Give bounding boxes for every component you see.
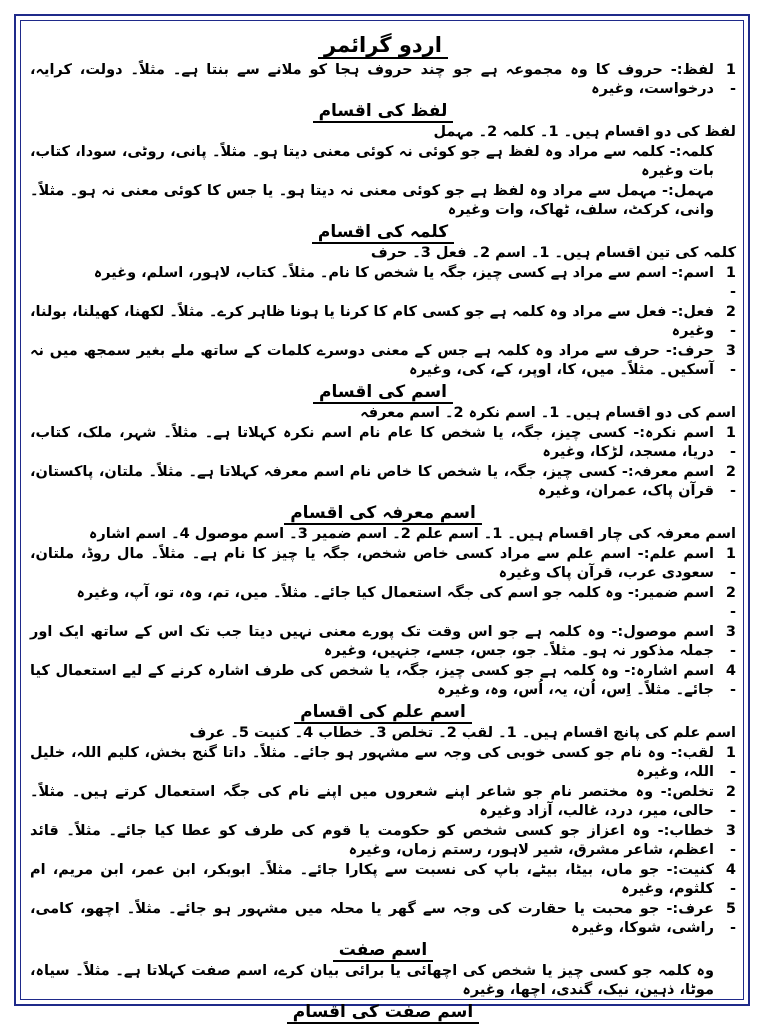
section-heading-text: اسم صفت کی اقسام	[287, 1002, 479, 1024]
item-text: اسم معرفہ:- کسی چیز، جگہ، یا شخص کا خاص نام اسم معرفہ کہلاتا ہے۔ مثلاً۔ ملتان، پاکستان، قرآن پاک، عمران، وغیرہ	[30, 464, 714, 499]
definition-item	[30, 463, 736, 501]
item-number: 5 -	[725, 901, 736, 936]
section-heading	[30, 223, 736, 242]
definition-item	[30, 623, 736, 661]
section-lafz	[30, 61, 736, 99]
section-heading	[30, 504, 736, 523]
item-text: اسم ضمیر:- وہ کلمہ جو اسم کی جگہ استعمال کیا جائے۔ مثلاً۔ میں، تم، وہ، تو، آپ، وغیرہ	[76, 585, 714, 601]
definition-item	[30, 182, 736, 220]
definition-item	[30, 962, 736, 1000]
item-text: حرف:- حرف سے مراد وہ کلمہ ہے جس کے معنی دوسرے کلمات کے ساتھ ملے بغیر سمجھ میں نہ آسکیں۔ مثلاً۔ میں، کا، اوپر، کے، کی، وغیرہ	[30, 343, 714, 378]
definition-item	[30, 264, 736, 302]
section-intro: اسم کی دو اقسام ہیں۔ 1۔ اسم نکرہ 2۔ اسم معرفہ	[360, 405, 736, 421]
section-sifat-aqsam	[30, 1003, 736, 1022]
document-body	[30, 33, 736, 1022]
section-heading-text: لفظ کی اقسام	[313, 101, 454, 123]
item-number: 4 -	[725, 663, 736, 698]
definition-item	[30, 584, 736, 622]
definition-item	[30, 822, 736, 860]
section-intro: کلمہ کی تین اقسام ہیں۔ 1۔ اسم 2۔ فعل 3۔ حرف	[370, 245, 736, 261]
item-number: 1 -	[725, 425, 736, 460]
item-number: 3 -	[725, 624, 736, 659]
definition-item	[30, 900, 736, 938]
item-number: 1 -	[725, 62, 736, 97]
section-alam-aqsam	[30, 703, 736, 938]
section-heading-text: اسم صفت	[333, 940, 433, 962]
definition-item	[30, 861, 736, 899]
item-text: اسم:- اسم سے مراد ہے کسی چیز، جگہ یا شخص کا نام۔ مثلاً۔ کتاب، لاہور، اسلم، وغیرہ	[93, 265, 714, 281]
item-text: عرف:- جو محبت یا حقارت کی وجہ سے گھر یا محلہ میں مشہور ہو جائے۔ مثلاً۔ اچھو، کامی، راشی، شوکا، وغیرہ	[30, 901, 714, 936]
definition-item	[30, 783, 736, 821]
item-text: لقب:- وہ نام جو کسی خوبی کی وجہ سے مشہور ہو جائے۔ مثلاً۔ داتا گنج بخش، کلیم اللہ، خلیل اللہ، وغیرہ	[30, 745, 714, 780]
section-heading-text: اسم معرفہ کی اقسام	[284, 503, 482, 525]
definition-item	[30, 424, 736, 462]
item-text: اسم نکرہ:- کسی چیز، جگہ، یا شخص کا عام نام اسم نکرہ کہلاتا ہے۔ مثلاً۔ شہر، ملک، کتاب، دریا، مسجد، لڑکا، وغیرہ	[30, 425, 714, 460]
item-number: 2 -	[725, 464, 736, 499]
section-heading	[30, 703, 736, 722]
section-kalma-aqsam	[30, 223, 736, 380]
definition-item	[30, 303, 736, 341]
section-heading-text: کلمہ کی اقسام	[312, 222, 454, 244]
item-text: لفظ:- حروف کا وہ مجموعہ ہے جو چند حروف ہجا کو ملانے سے بنتا ہے۔ مثلاً۔ دولت، کرایہ، درخواست، وغیرہ	[30, 62, 714, 97]
section-ism-aqsam	[30, 383, 736, 501]
item-text: تخلص:- وہ مختصر نام جو شاعر اپنے شعروں میں اپنے نام کی جگہ استعمال کرتے ہیں۔ مثلاً۔ حالی، میر، درد، غالب، آزاد وغیرہ	[30, 784, 714, 819]
item-number: 4 -	[725, 862, 736, 897]
section-heading	[30, 383, 736, 402]
item-text: اسم موصول:- وہ کلمہ ہے جو اس وقت تک پورے معنی نہیں دیتا جب تک اس کے ساتھ ایک اور جملہ مذکور نہ ہو۔ مثلاً۔ جو، جس، جسے، جنہیں، وغیرہ	[30, 624, 714, 659]
item-text: اسم علم:- اسم علم سے مراد کسی خاص شخص، جگہ یا چیز کا نام ہے۔ مثلاً۔ مال روڈ، ملتان، سعودی عرب، قرآن پاک وغیرہ	[30, 546, 714, 581]
item-number: 3 -	[725, 823, 736, 858]
item-number: 1 -	[725, 745, 736, 780]
section-heading	[30, 1003, 736, 1022]
item-text: مہمل:- مہمل سے مراد وہ لفظ ہے جو کوئی معنی نہ دیتا ہو۔ یا جس کا کوئی معنی نہ ہو۔ مثلاً۔ وانی، کرکٹ، سلف، ٹھاک، وات وغیرہ	[30, 183, 714, 218]
item-number: 1 -	[725, 265, 736, 300]
definition-item	[30, 744, 736, 782]
item-number: 2 -	[725, 585, 736, 620]
item-text: فعل:- فعل سے مراد وہ کلمہ ہے جو کسی کام کا کرنا یا ہونا ظاہر کرے۔ مثلاً۔ لکھنا، کھیلنا، بولنا، وغیرہ	[30, 304, 714, 339]
section-heading	[30, 941, 736, 960]
definition-item	[30, 342, 736, 380]
definition-item	[30, 545, 736, 583]
section-heading	[30, 102, 736, 121]
section-intro: اسم علم کی پانچ اقسام ہیں۔ 1۔ لقب 2۔ تخلص 3۔ خطاب 4۔ کنیت 5۔ عرف	[189, 725, 736, 741]
definition-item	[30, 662, 736, 700]
item-text: کلمہ:- کلمہ سے مراد وہ لفظ ہے جو کوئی نہ کوئی معنی دیتا ہو۔ مثلاً۔ پانی، روٹی، سودا، کتاب، بات وغیرہ	[30, 144, 714, 179]
definition-item	[30, 61, 736, 99]
item-text: اسم اشارہ:- وہ کلمہ ہے جو کسی چیز، جگہ، یا شخص کی طرف اشارہ کرنے کے لیے استعمال کیا جائے۔ مثلاً۔ اِس، اُن، یہ، اُس، وہ، وغیرہ	[30, 663, 714, 698]
section-heading-text: اسم کی اقسام	[313, 382, 453, 404]
item-text: وہ کلمہ جو کسی چیز یا شخص کی اچھائی یا برائی بیان کرے، اسم صفت کہلاتا ہے۔ مثلاً۔ سیاہ، موٹا، ذہین، نیک، گندی، اچھا، وغیرہ	[30, 963, 714, 998]
item-number: 2 -	[725, 304, 736, 339]
section-lafz-aqsam	[30, 102, 736, 220]
item-text: کنیت:- جو ماں، بیٹا، بیٹے، باپ کی نسبت سے پکارا جائے۔ مثلاً۔ ابوبکر، ابن عمر، ابن مریم، ام کلثوم، وغیرہ	[30, 862, 714, 897]
document-title: اردو گرائمر	[30, 36, 736, 55]
section-intro: اسم معرفہ کی چار اقسام ہیں۔ 1۔ اسم علم 2۔ اسم ضمیر 3۔ اسم موصول 4۔ اسم اشارہ	[88, 526, 736, 542]
item-text: خطاب:- وہ اعزاز جو کسی شخص کو حکومت یا قوم کی طرف کو عطا کیا جائے۔ مثلاً۔ قائد اعظم، شاعر مشرق، شیر لاہور، رستم زماں، وغیرہ	[30, 823, 714, 858]
definition-item	[30, 143, 736, 181]
item-number: 3 -	[725, 343, 736, 378]
item-number: 2 -	[725, 784, 736, 819]
item-number: 1 -	[725, 546, 736, 581]
section-intro: لفظ کی دو اقسام ہیں۔ 1۔ کلمہ 2۔ مہمل	[433, 124, 736, 140]
section-sifat	[30, 941, 736, 1000]
section-marifa-aqsam	[30, 504, 736, 700]
section-heading-text: اسم علم کی اقسام	[294, 702, 472, 724]
